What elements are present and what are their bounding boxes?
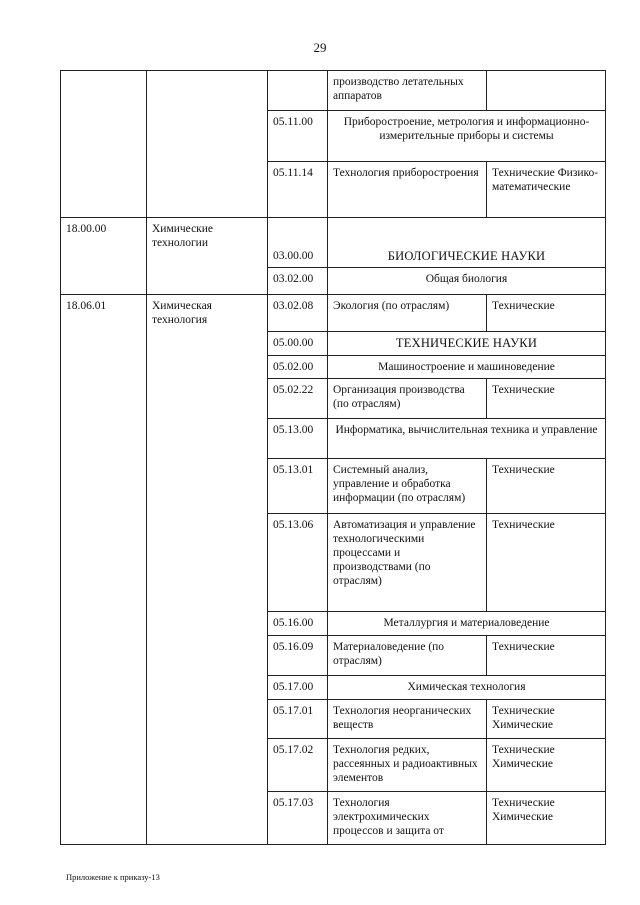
cell-direction-code — [61, 513, 147, 611]
cell-specialty-code: 05.02.00 — [268, 355, 328, 378]
table-row — [61, 675, 606, 699]
cell-direction-name — [147, 699, 268, 738]
cell-specialty-code: 05.13.06 — [268, 513, 328, 611]
cell-science-branch: Технические Физико-математические — [487, 162, 606, 218]
cell-direction-code — [61, 418, 147, 458]
cell-specialty-code: 05.16.09 — [268, 635, 328, 675]
group-heading: Химическая технология — [328, 675, 606, 699]
cell-direction-name: Химические технологии — [147, 218, 268, 268]
table-row — [61, 111, 606, 162]
cell-direction-name — [147, 738, 268, 791]
cell-direction-code — [61, 458, 147, 513]
cell-direction-code — [61, 611, 147, 635]
cell-specialty-code: 03.02.08 — [268, 295, 328, 332]
table-row — [61, 611, 606, 635]
cell-direction-code — [61, 378, 147, 418]
cell-direction-code — [61, 268, 147, 295]
cell-direction-name — [147, 331, 268, 355]
cell-specialty-name: Технология электрохимических процессов и защита от — [328, 791, 487, 844]
table-row — [61, 355, 606, 378]
cell-specialty-name: производство летательных аппаратов — [328, 71, 487, 111]
group-heading: Металлургия и материаловедение — [328, 611, 606, 635]
cell-science-branch: Технические Химические — [487, 699, 606, 738]
cell-direction-name — [147, 611, 268, 635]
cell-specialty-code — [268, 71, 328, 111]
specialty-correspondence-table — [60, 70, 606, 845]
cell-direction-code — [61, 675, 147, 699]
cell-direction-code — [61, 635, 147, 675]
footer-note: Приложение к приказу-13 — [66, 872, 160, 882]
cell-specialty-name: Системный анализ, управление и обработка информации (по отраслям) — [328, 458, 487, 513]
table-row — [61, 162, 606, 218]
cell-specialty-code: 05.13.01 — [268, 458, 328, 513]
page-number: 29 — [313, 40, 327, 55]
cell-science-branch: Технические Химические — [487, 738, 606, 791]
section-heading: ТЕХНИЧЕСКИЕ НАУКИ — [328, 331, 606, 355]
cell-specialty-code: 05.16.00 — [268, 611, 328, 635]
cell-specialty-name: Автоматизация и управление технологическими процессами и производствами (по отраслям) — [328, 513, 487, 611]
cell-specialty-code: 05.17.01 — [268, 699, 328, 738]
cell-specialty-code: 05.00.00 — [268, 331, 328, 355]
cell-science-branch: Технические Химические — [487, 791, 606, 844]
cell-direction-name — [147, 378, 268, 418]
cell-direction-code — [61, 162, 147, 218]
group-heading: Общая биология — [328, 268, 606, 295]
cell-specialty-name: Экология (по отраслям) — [328, 295, 487, 332]
cell-specialty-code: 05.17.02 — [268, 738, 328, 791]
cell-specialty-code: 05.11.00 — [268, 111, 328, 162]
cell-direction-name — [147, 418, 268, 458]
table-row — [61, 458, 606, 513]
cell-direction-code — [61, 331, 147, 355]
cell-specialty-name: Материаловедение (по отраслям) — [328, 635, 487, 675]
cell-direction-code — [61, 699, 147, 738]
cell-science-branch: Технические — [487, 378, 606, 418]
cell-science-branch: Технические — [487, 513, 606, 611]
table-row — [61, 218, 606, 268]
table-row — [61, 295, 606, 332]
cell-specialty-code: 03.00.00 — [268, 218, 328, 268]
cell-science-branch: Технические — [487, 295, 606, 332]
cell-direction-code: 18.00.00 — [61, 218, 147, 268]
cell-direction-name — [147, 162, 268, 218]
table-row — [61, 331, 606, 355]
table-row — [61, 635, 606, 675]
cell-direction-name — [147, 355, 268, 378]
table-row — [61, 268, 606, 295]
cell-science-branch — [487, 71, 606, 111]
cell-direction-name: Химическая технология — [147, 295, 268, 332]
cell-direction-code: 18.06.01 — [61, 295, 147, 332]
cell-direction-code — [61, 738, 147, 791]
cell-specialty-code: 03.02.00 — [268, 268, 328, 295]
cell-science-branch: Технические — [487, 635, 606, 675]
cell-direction-name — [147, 513, 268, 611]
cell-specialty-name: Технология редких, рассеянных и радиоактивных элементов — [328, 738, 487, 791]
cell-direction-code — [61, 355, 147, 378]
cell-specialty-code: 05.17.03 — [268, 791, 328, 844]
section-heading: БИОЛОГИЧЕСКИЕ НАУКИ — [328, 218, 606, 268]
cell-specialty-name: Организация производства (по отраслям) — [328, 378, 487, 418]
cell-direction-code — [61, 71, 147, 111]
group-heading: Информатика, вычислительная техника и управление — [328, 418, 606, 458]
cell-specialty-code: 05.02.22 — [268, 378, 328, 418]
cell-specialty-code: 05.11.14 — [268, 162, 328, 218]
table-row — [61, 699, 606, 738]
table-row — [61, 513, 606, 611]
table-row — [61, 378, 606, 418]
cell-direction-code — [61, 791, 147, 844]
cell-direction-name — [147, 791, 268, 844]
cell-direction-code — [61, 111, 147, 162]
cell-direction-name — [147, 71, 268, 111]
group-heading: Приборостроение, метрология и информационно-измерительные приборы и системы — [328, 111, 606, 162]
cell-specialty-name: Технология неорганических веществ — [328, 699, 487, 738]
cell-specialty-code: 05.13.00 — [268, 418, 328, 458]
cell-direction-name — [147, 458, 268, 513]
cell-direction-name — [147, 268, 268, 295]
table-row — [61, 791, 606, 844]
cell-direction-name — [147, 635, 268, 675]
cell-direction-name — [147, 111, 268, 162]
cell-direction-name — [147, 675, 268, 699]
table-row — [61, 418, 606, 458]
table-row — [61, 738, 606, 791]
cell-science-branch: Технические — [487, 458, 606, 513]
cell-specialty-code: 05.17.00 — [268, 675, 328, 699]
group-heading: Машиностроение и машиноведение — [328, 355, 606, 378]
cell-specialty-name: Технология приборостроения — [328, 162, 487, 218]
table-row — [61, 71, 606, 111]
